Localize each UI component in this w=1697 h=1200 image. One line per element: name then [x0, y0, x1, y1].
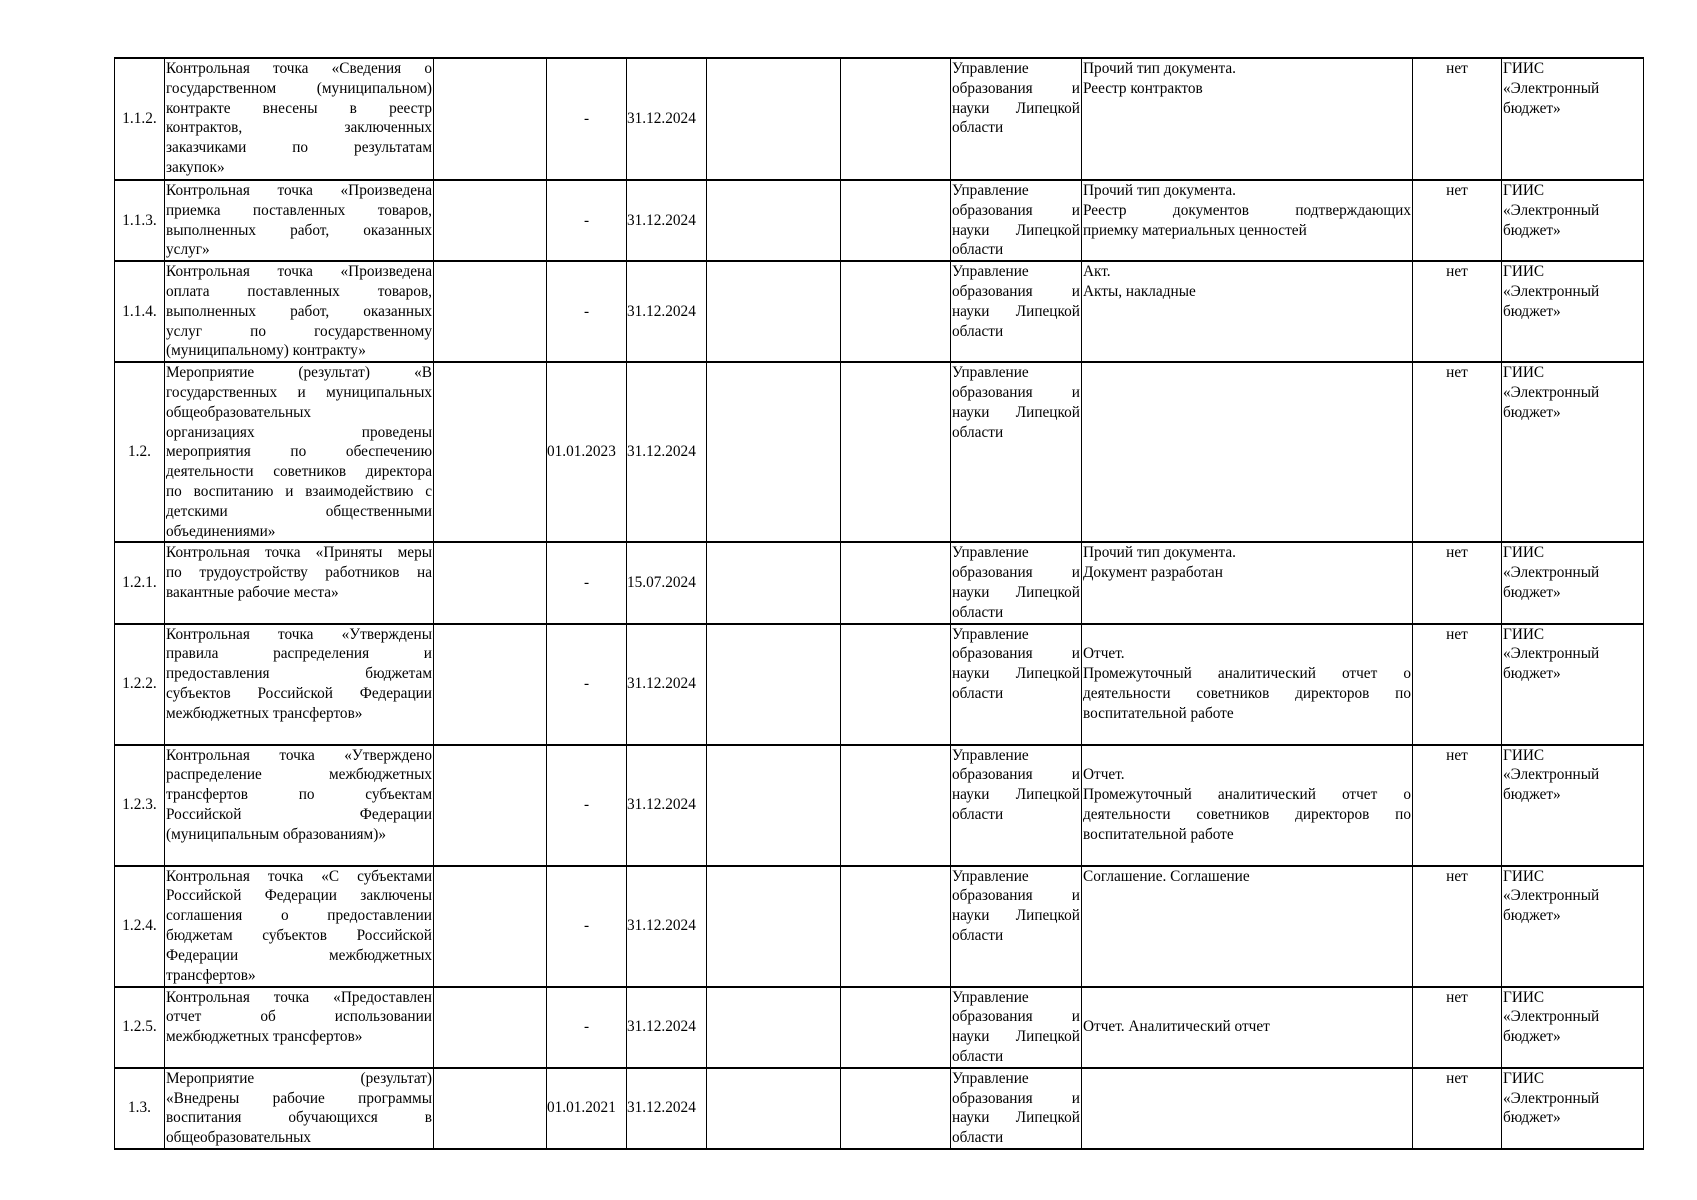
table-row [115, 987, 1644, 1068]
info-system: ГИИС «Электронный бюджет» [1502, 745, 1644, 866]
empty-cell [434, 362, 547, 542]
empty-cell [841, 180, 951, 261]
row-name: Контрольная точка «С субъектами Российской Федерации заключены соглашения о предоставлении бюджетам субъектов Российской Федерации межбюджетных трансфертов» [165, 866, 434, 987]
document-type: Прочий тип документа. Реестр документов подтверждающих приемку материальных ценностей [1082, 180, 1413, 261]
empty-cell [707, 624, 841, 745]
end-date: 31.12.2024 [627, 180, 707, 261]
row-number: 1.2. [115, 362, 165, 542]
row-number: 1.2.4. [115, 866, 165, 987]
table-row [115, 261, 1644, 362]
document-type: Акт. Акты, накладные [1082, 261, 1413, 362]
info-system: ГИИС «Электронный бюджет» [1502, 58, 1644, 180]
info-system: ГИИС «Электронный бюджет» [1502, 180, 1644, 261]
empty-cell [434, 180, 547, 261]
end-date: 31.12.2024 [627, 362, 707, 542]
end-date: 31.12.2024 [627, 58, 707, 180]
document-type: Отчет. Аналитический отчет [1082, 987, 1413, 1068]
table-row [115, 624, 1644, 745]
start-date: 01.01.2021 [547, 1068, 627, 1149]
plan-table [114, 57, 1644, 1150]
flag-value: нет [1413, 987, 1502, 1068]
empty-cell [434, 987, 547, 1068]
info-system: ГИИС «Электронный бюджет» [1502, 866, 1644, 987]
empty-cell [434, 745, 547, 866]
row-name: Мероприятие (результат) «Внедрены рабочие программы воспитания обучающихся в общеобразовательных [165, 1068, 434, 1149]
row-number: 1.1.2. [115, 58, 165, 180]
start-date: - [547, 866, 627, 987]
responsible-org: Управление образования и науки Липецкой области [951, 745, 1082, 866]
responsible-org: Управление образования и науки Липецкой области [951, 180, 1082, 261]
start-date: 01.01.2023 [547, 362, 627, 542]
end-date: 15.07.2024 [627, 542, 707, 623]
empty-cell [841, 542, 951, 623]
document-type: Прочий тип документа. Документ разработан [1082, 542, 1413, 623]
flag-value: нет [1413, 1068, 1502, 1149]
flag-value: нет [1413, 261, 1502, 362]
row-name: Контрольная точка «Сведения о государственном (муниципальном) контракте внесены в реестр контрактов, заключенных заказчиками по результатам закупок» [165, 58, 434, 180]
empty-cell [434, 542, 547, 623]
empty-cell [434, 261, 547, 362]
empty-cell [707, 987, 841, 1068]
flag-value: нет [1413, 866, 1502, 987]
empty-cell [707, 866, 841, 987]
responsible-org: Управление образования и науки Липецкой области [951, 261, 1082, 362]
empty-cell [841, 987, 951, 1068]
empty-cell [707, 362, 841, 542]
empty-cell [434, 866, 547, 987]
empty-cell [707, 542, 841, 623]
start-date: - [547, 987, 627, 1068]
start-date: - [547, 542, 627, 623]
empty-cell [841, 362, 951, 542]
empty-cell [841, 624, 951, 745]
row-name: Контрольная точка «Произведена оплата поставленных товаров, выполненных работ, оказанных услуг по государственному (муниципальному) контракту» [165, 261, 434, 362]
empty-cell [707, 180, 841, 261]
empty-cell [707, 745, 841, 866]
responsible-org: Управление образования и науки Липецкой области [951, 866, 1082, 987]
document-type: Соглашение. Соглашение [1082, 866, 1413, 987]
empty-cell [841, 261, 951, 362]
responsible-org: Управление образования и науки Липецкой области [951, 542, 1082, 623]
info-system: ГИИС «Электронный бюджет» [1502, 542, 1644, 623]
row-name: Контрольная точка «Утверждены правила распределения и предоставления бюджетам субъектов Российской Федерации межбюджетных трансфертов» [165, 624, 434, 745]
end-date: 31.12.2024 [627, 745, 707, 866]
start-date: - [547, 180, 627, 261]
table-row [115, 866, 1644, 987]
document-type: Отчет. Промежуточный аналитический отчет о деятельности советников директоров по воспитательной работе [1082, 624, 1413, 745]
document-type: Отчет. Промежуточный аналитический отчет о деятельности советников директоров по воспитательной работе [1082, 745, 1413, 866]
info-system: ГИИС «Электронный бюджет» [1502, 1068, 1644, 1149]
row-number: 1.2.5. [115, 987, 165, 1068]
end-date: 31.12.2024 [627, 261, 707, 362]
table-row [115, 58, 1644, 180]
empty-cell [707, 1068, 841, 1149]
row-name: Контрольная точка «Предоставлен отчет об использовании межбюджетных трансфертов» [165, 987, 434, 1068]
row-number: 1.2.3. [115, 745, 165, 866]
empty-cell [841, 58, 951, 180]
responsible-org: Управление образования и науки Липецкой области [951, 624, 1082, 745]
flag-value: нет [1413, 542, 1502, 623]
table-row [115, 180, 1644, 261]
empty-cell [434, 624, 547, 745]
end-date: 31.12.2024 [627, 1068, 707, 1149]
info-system: ГИИС «Электронный бюджет» [1502, 261, 1644, 362]
empty-cell [707, 261, 841, 362]
responsible-org: Управление образования и науки Липецкой области [951, 987, 1082, 1068]
flag-value: нет [1413, 745, 1502, 866]
document-type: Прочий тип документа. Реестр контрактов [1082, 58, 1413, 180]
info-system: ГИИС «Электронный бюджет» [1502, 624, 1644, 745]
row-name: Контрольная точка «Произведена приемка поставленных товаров, выполненных работ, оказанных услуг» [165, 180, 434, 261]
start-date: - [547, 624, 627, 745]
row-name: Контрольная точка «Утверждено распределение межбюджетных трансфертов по субъектам Российской Федерации (муниципальным образованиям)» [165, 745, 434, 866]
end-date: 31.12.2024 [627, 866, 707, 987]
row-number: 1.2.2. [115, 624, 165, 745]
empty-cell [841, 866, 951, 987]
row-name: Контрольная точка «Приняты меры по трудоустройству работников на вакантные рабочие места» [165, 542, 434, 623]
empty-cell [841, 745, 951, 866]
responsible-org: Управление образования и науки Липецкой области [951, 362, 1082, 542]
info-system: ГИИС «Электронный бюджет» [1502, 987, 1644, 1068]
table-row [115, 362, 1644, 542]
flag-value: нет [1413, 624, 1502, 745]
empty-cell [434, 58, 547, 180]
row-number: 1.1.4. [115, 261, 165, 362]
info-system: ГИИС «Электронный бюджет» [1502, 362, 1644, 542]
empty-cell [434, 1068, 547, 1149]
flag-value: нет [1413, 58, 1502, 180]
table-row [115, 542, 1644, 623]
start-date: - [547, 261, 627, 362]
responsible-org: Управление образования и науки Липецкой области [951, 58, 1082, 180]
end-date: 31.12.2024 [627, 624, 707, 745]
responsible-org: Управление образования и науки Липецкой области [951, 1068, 1082, 1149]
document-type [1082, 1068, 1413, 1149]
row-number: 1.3. [115, 1068, 165, 1149]
row-name: Мероприятие (результат) «В государственных и муниципальных общеобразовательных организациях проведены мероприятия по обеспечению деятельности советников директора по воспитанию и взаимодействию с детскими общественными объединениями» [165, 362, 434, 542]
table-row [115, 745, 1644, 866]
row-number: 1.2.1. [115, 542, 165, 623]
start-date: - [547, 745, 627, 866]
empty-cell [841, 1068, 951, 1149]
empty-cell [707, 58, 841, 180]
start-date: - [547, 58, 627, 180]
row-number: 1.1.3. [115, 180, 165, 261]
table-row [115, 1068, 1644, 1149]
flag-value: нет [1413, 362, 1502, 542]
flag-value: нет [1413, 180, 1502, 261]
end-date: 31.12.2024 [627, 987, 707, 1068]
document-type [1082, 362, 1413, 542]
